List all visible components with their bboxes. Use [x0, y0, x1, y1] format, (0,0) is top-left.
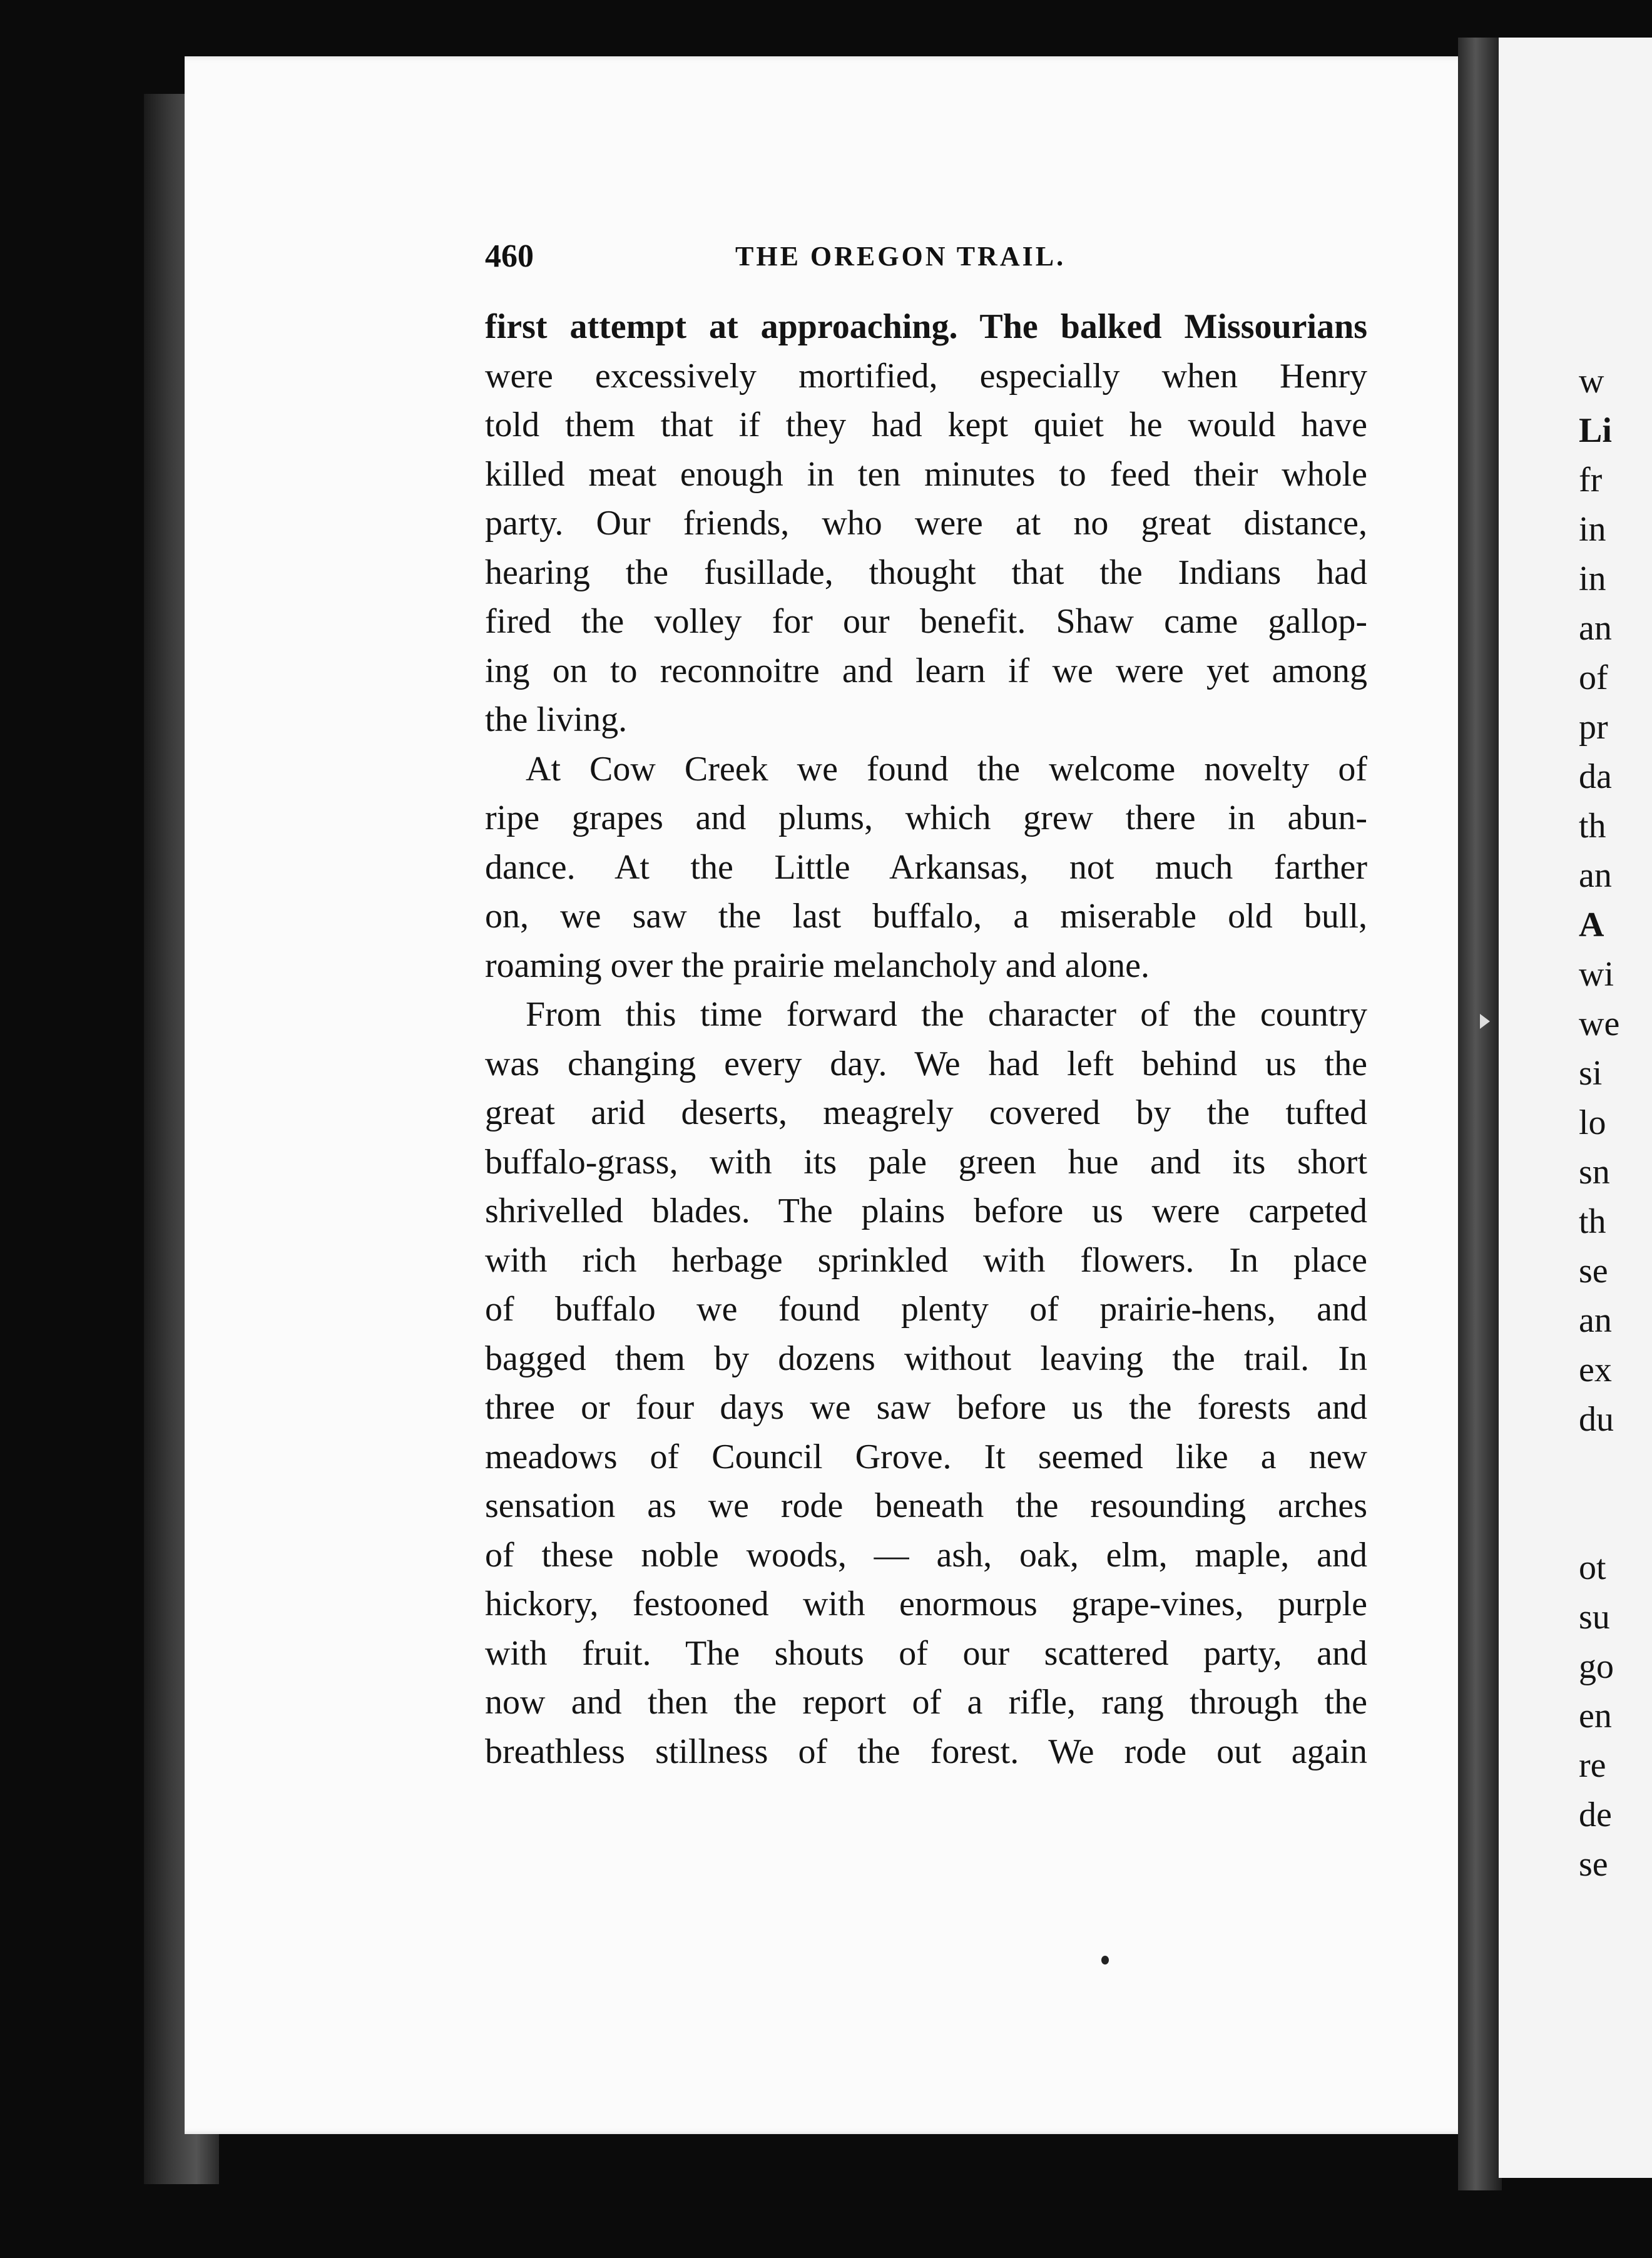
ink-speck: [1101, 1956, 1109, 1964]
text-line: fired the volley for our benefit. Shaw came gallop-: [485, 602, 1367, 641]
facing-line-fragment: lo: [1579, 1103, 1606, 1142]
text-line: party. Our friends, who were at no great distance,: [485, 504, 1367, 543]
facing-line-fragment: ex: [1579, 1351, 1612, 1389]
text-line: were excessively mortified, especially when Henry: [485, 356, 1367, 396]
page-edge-mark: [1480, 1014, 1490, 1029]
facing-line-fragment: se: [1579, 1845, 1608, 1884]
running-title: THE OREGON TRAIL.: [735, 241, 1066, 272]
facing-line-fragment: da: [1579, 757, 1612, 796]
facing-line-fragment: th: [1579, 807, 1606, 845]
book-gutter: [1458, 38, 1502, 2190]
facing-line-fragment: Li: [1579, 411, 1612, 450]
text-line: now and then the report of a rifle, rang through the: [485, 1683, 1367, 1722]
facing-line-fragment: se: [1579, 1252, 1608, 1290]
text-line: killed meat enough in ten minutes to feed their whole: [485, 454, 1367, 494]
facing-line-fragment: an: [1579, 1301, 1612, 1340]
facing-page-text: [1579, 357, 1652, 1889]
facing-line-fragment: re: [1579, 1746, 1606, 1785]
facing-line-fragment: in: [1579, 510, 1606, 549]
running-head: [485, 238, 1123, 275]
facing-line-fragment: w: [1579, 362, 1604, 401]
paragraph-start-line: At Cow Creek we found the welcome novelty of: [526, 749, 1367, 789]
text-line: told them that if they had kept quiet he would have: [485, 406, 1367, 444]
text-line: bagged them by dozens without leaving the trail. In: [485, 1339, 1367, 1378]
facing-line-fragment: wi: [1579, 955, 1614, 994]
text-line: first attempt at approaching. The balked Missourians: [485, 307, 1367, 346]
text-line: roaming over the prairie melancholy and alone.: [485, 946, 1150, 985]
text-line: of these noble woods, — ash, oak, elm, maple, and: [485, 1535, 1367, 1575]
facing-line-fragment: an: [1579, 609, 1612, 648]
facing-line-fragment: du: [1579, 1400, 1614, 1439]
facing-line-fragment: en: [1579, 1697, 1612, 1735]
text-line: shrivelled blades. The plains before us were carpeted: [485, 1192, 1367, 1230]
facing-line-fragment: si: [1579, 1054, 1603, 1093]
text-line: ripe grapes and plums, which grew there in abun-: [485, 799, 1367, 837]
text-line: three or four days we saw before us the forests and: [485, 1388, 1367, 1427]
body-text: [485, 302, 1367, 1776]
facing-line-fragment: go: [1579, 1647, 1614, 1686]
facing-line-fragment: pr: [1579, 708, 1608, 747]
text-line: buffalo-grass, with its pale green hue and its short: [485, 1142, 1367, 1182]
text-line: ing on to reconnoitre and learn if we were yet among: [485, 651, 1367, 690]
facing-line-fragment: an: [1579, 856, 1612, 895]
text-line: hickory, festooned with enormous grape-vines, purple: [485, 1585, 1367, 1623]
facing-line-fragment: su: [1579, 1598, 1610, 1637]
text-line: with fruit. The shouts of our scattered party, and: [485, 1633, 1367, 1673]
text-line: was changing every day. We had left behind us the: [485, 1044, 1367, 1083]
text-line: meadows of Council Grove. It seemed like a new: [485, 1437, 1367, 1476]
facing-line-fragment: fr: [1579, 461, 1603, 499]
page-number: 460: [485, 238, 534, 274]
facing-line-fragment: of: [1579, 658, 1608, 697]
text-line: sensation as we rode beneath the resounding arches: [485, 1486, 1367, 1525]
text-line: dance. At the Little Arkansas, not much farther: [485, 847, 1367, 887]
facing-line-fragment: de: [1579, 1796, 1612, 1834]
text-line: hearing the fusillade, thought that the Indians had: [485, 553, 1367, 592]
facing-line-fragment: ot: [1579, 1548, 1606, 1587]
facing-line-fragment: in: [1579, 559, 1606, 598]
text-line: breathless stillness of the forest. We rode out again: [485, 1732, 1367, 1771]
facing-paragraph-gap: [1579, 1444, 1652, 1543]
facing-line-fragment: A: [1579, 906, 1604, 944]
text-line: on, we saw the last buffalo, a miserable old bull,: [485, 897, 1367, 936]
facing-line-fragment: th: [1579, 1202, 1606, 1241]
text-line: the living.: [485, 700, 628, 739]
text-line: with rich herbage sprinkled with flowers. In place: [485, 1240, 1367, 1280]
text-line: of buffalo we found plenty of prairie-hens, and: [485, 1290, 1367, 1329]
paragraph-start-line: From this time forward the character of the country: [526, 995, 1367, 1034]
facing-line-fragment: sn: [1579, 1153, 1610, 1192]
facing-line-fragment: we: [1579, 1004, 1620, 1043]
text-line: great arid deserts, meagrely covered by the tufted: [485, 1093, 1367, 1132]
